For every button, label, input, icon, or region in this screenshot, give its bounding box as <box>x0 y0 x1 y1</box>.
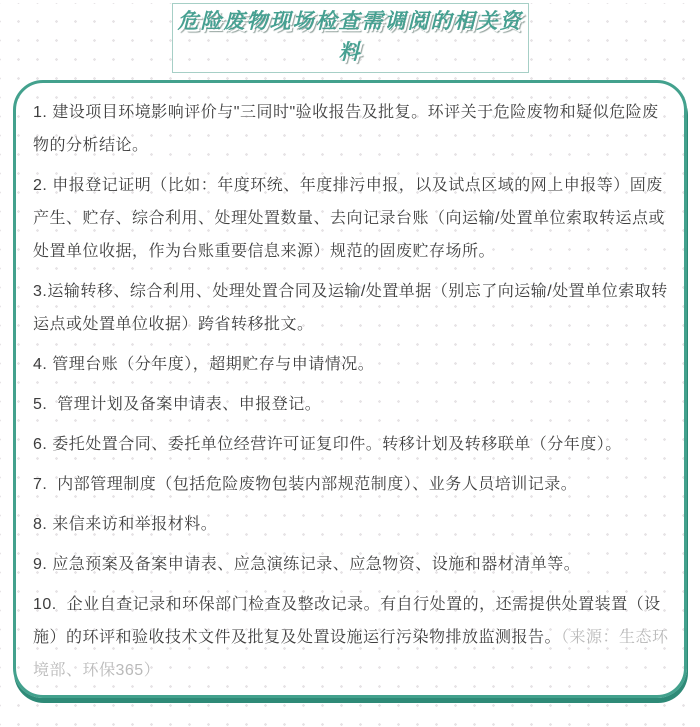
list-item <box>33 275 671 341</box>
list-item-text: 6. 委托处置合同、委托单位经营许可证复印件。转移计划及转移联单（分年度）。 <box>33 436 622 453</box>
list-item-text: 2. 申报登记证明（比如：年度环统、年度排污申报，以及试点区域的网上申报等）固废产生、贮存、综合利用、处理处置数量、去向记录台账（向运输/处置单位索取转运点或处置单位收据，作为台账重要信息来源）规范的固废贮存场所。 <box>33 177 665 260</box>
list-item <box>33 96 671 162</box>
page-background <box>0 3 700 727</box>
list-item-text: 5. 管理计划及备案申请表、申报登记。 <box>33 396 322 413</box>
page-title: 危险废物现场检查需调阅的相关资料 <box>177 10 523 64</box>
list-item <box>33 508 671 541</box>
list-item <box>33 548 671 581</box>
list-item-text: 4. 管理台账（分年度），超期贮存与申请情况。 <box>33 356 375 373</box>
list-item-text: 8. 来信来访和举报材料。 <box>33 516 218 533</box>
content-panel <box>13 80 687 698</box>
list-item <box>33 348 671 381</box>
list-item-text: 3.运输转移、综合利用、处理处置合同及运输/处置单据（别忘了向运输/处置单位索取转运点或处置单位收据）跨省转移批文。 <box>33 283 668 333</box>
list-item <box>33 588 671 687</box>
list-item <box>33 468 671 501</box>
list-item <box>33 169 671 268</box>
items-list <box>33 96 671 687</box>
source-note: （来源：生态环境部、环保365） <box>33 629 669 679</box>
list-item-text: 7. 内部管理制度（包括危险废物包装内部规范制度）、业务人员培训记录。 <box>33 476 578 493</box>
title-box <box>172 3 529 73</box>
list-item <box>33 388 671 421</box>
list-item <box>33 428 671 461</box>
list-item-text: 10. 企业自查记录和环保部门检查及整改记录。有自行处置的，还需提供处置装置（设施）的环评和验收技术文件及批复及处置设施运行污染物排放监测报告。 <box>33 596 661 646</box>
list-item-text: 9. 应急预案及备案申请表、应急演练记录、应急物资、设施和器材清单等。 <box>33 556 581 573</box>
list-item-text: 1. 建设项目环境影响评价与"三同时"验收报告及批复。环评关于危险废物和疑似危险废物的分析结论。 <box>33 104 659 154</box>
